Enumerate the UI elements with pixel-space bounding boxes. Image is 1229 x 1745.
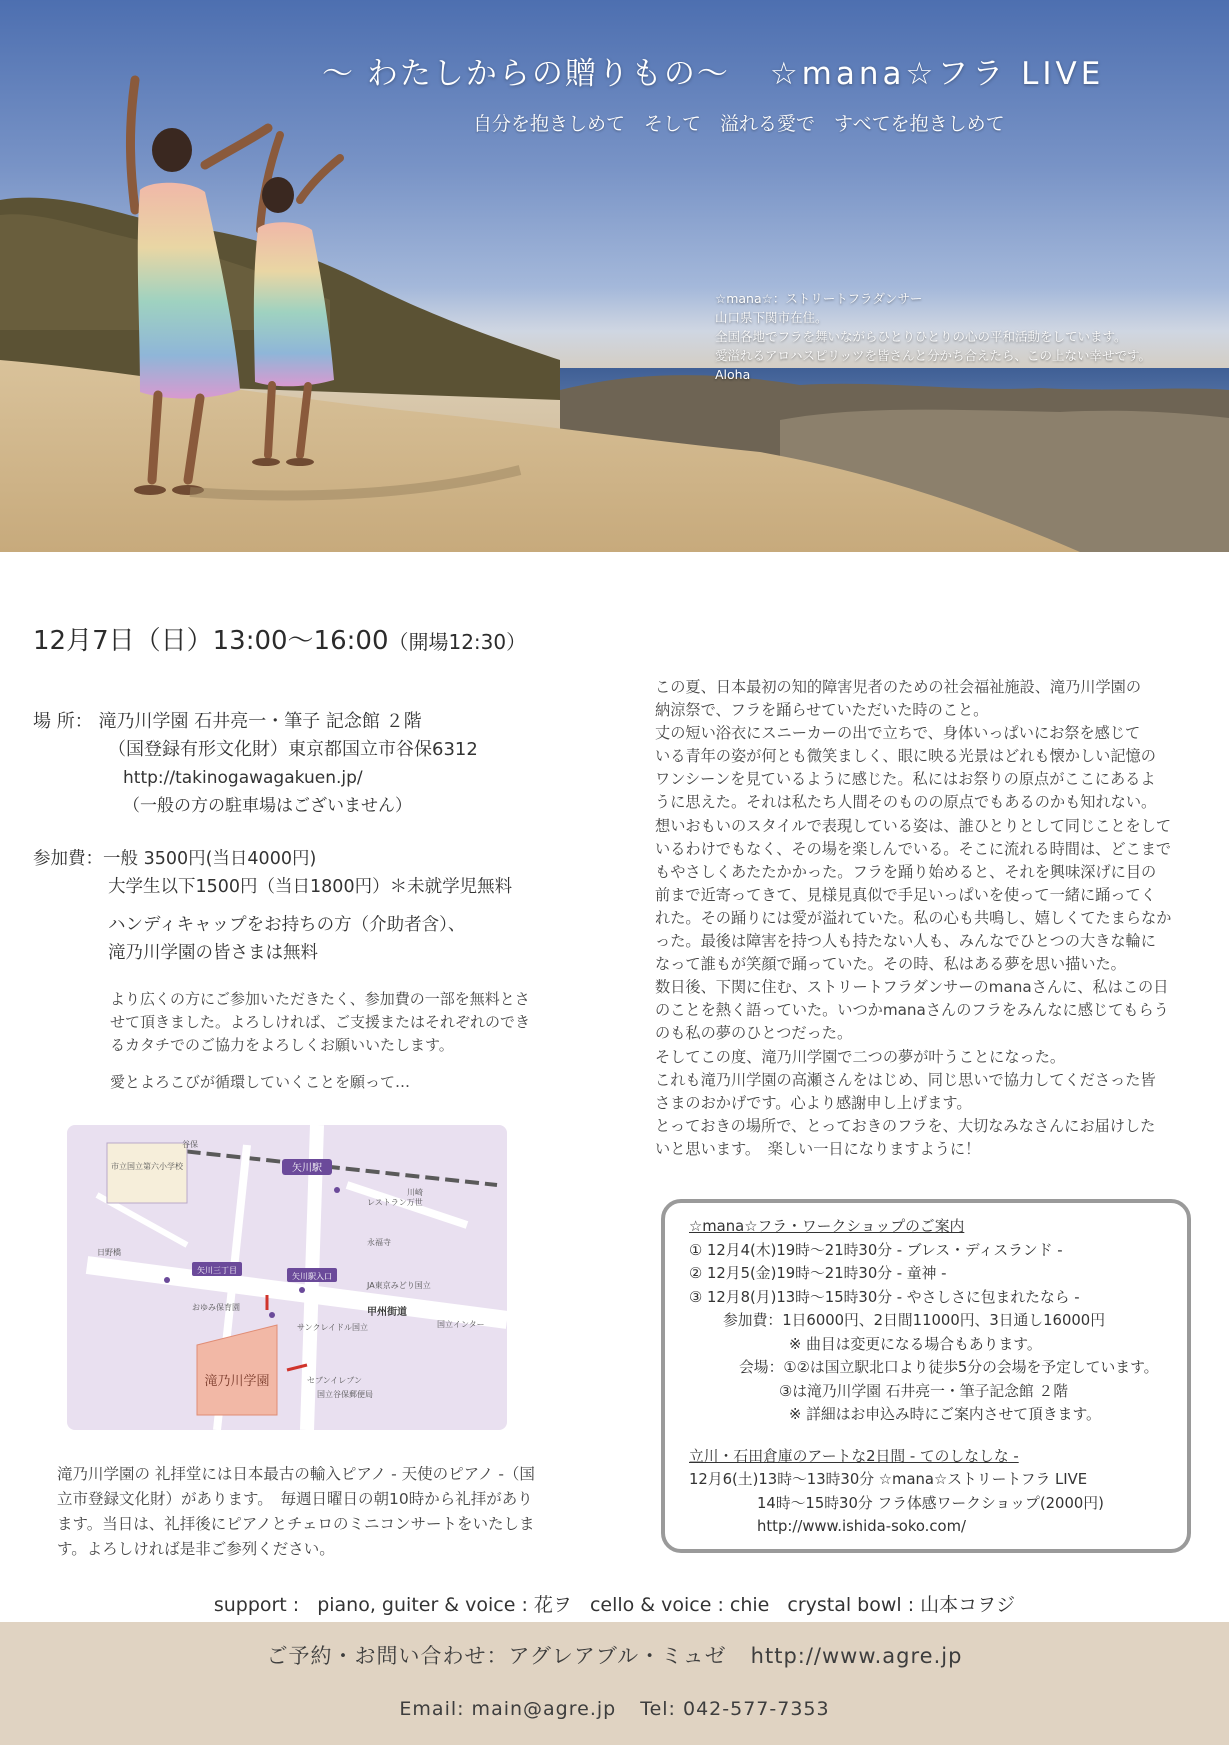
workshop-title: ☆mana☆フラ・ワークショップのご案内 [689,1218,965,1235]
map-label: 矢川三丁目 [197,1266,237,1275]
map-label: 市立国立第六小学校 [111,1162,183,1171]
workshop-session: ② 12月5(金)19時〜21時30分 - 童神 - [689,1265,947,1282]
story-line: 丈の短い浴衣にスニーカーの出で立ちで、身体いっぱいにお祭を感じて [655,724,1141,743]
story-line: 納涼祭で、フラを踊らせていただいた時のこと。 [655,701,989,720]
support-label: support : [213,1594,300,1616]
event2-line: 14時〜15時30分 フラ体感ワークショップ(2000円) [757,1494,1104,1512]
fee-handicap: ハンディキャップをお持ちの方（介助者含）、 [108,915,466,935]
contact-footer [0,1622,1229,1745]
hero-tagline: ～ わたしからの贈りもの～ [322,56,730,92]
dancer-profile [715,289,1151,384]
map-label: 甲州街道 [367,1307,407,1318]
map-label: 日野橋 [97,1248,121,1257]
map-label: JA東京みどり国立 [367,1281,431,1290]
story-line: のも私の夢のひとつだった。 [655,1024,853,1043]
story-line: ワンシーンを見ているように感じた。私にはお祭りの原点がここにあるよ [655,770,1156,789]
hero-brand: ☆mana☆フラ LIVE [769,56,1105,92]
hero-title [322,48,1104,93]
event2-title: 立川・石田倉庫のアートな2日間 - てのしなしな - [689,1447,1019,1465]
workshop-session: ① 12月4(木)19時〜21時30分 - ブレス・ディスランド - [689,1241,1063,1259]
profile-line: ☆mana☆：ストリートフラダンサー [715,291,923,306]
map-label: おゆみ保育園 [192,1303,240,1312]
map-label: 川崎 [407,1188,423,1197]
map-label: レストラン万世 [367,1198,423,1207]
profile-line: 全国各地でフラを舞いながらひとりひとりの心の平和活動をしています。 [715,329,1127,344]
profile-line: Aloha [715,367,751,382]
support-item: piano, guiter & voice : 花ヲ [317,1594,572,1616]
venue-address: （国登録有形文化財）東京都国立市谷保6312 [108,739,478,760]
contact-email[interactable]: Email: main@agre.jp [399,1698,617,1720]
map-label: 国立インター [437,1320,485,1329]
fee-free: 滝乃川学園の皆さまは無料 [108,943,318,963]
story-line: 想いおもいのスタイルで表現している姿は、誰ひとりとして同じことをして [655,816,1172,835]
fee-general: 一般 3500円(当日4000円) [103,849,317,869]
map-label: 谷保 [182,1140,198,1149]
workshop-fee-note: ※ 曲目は変更になる場合もあります。 [789,1335,1042,1353]
event-date [33,620,526,657]
venue-info [33,708,478,820]
story-line: これも滝乃川学園の高瀬さんをはじめ、同じ思いで協力してくださった皆 [655,1070,1156,1089]
story-line: いる青年の姿が何とも微笑ましく、眼に映る光景はどれも懐かしい記憶の [655,747,1156,766]
story-line: 数日後、下関に住む、ストリートフラダンサーのmanaさんに、私はこの日 [655,978,1169,997]
profile-line: 愛溢れるアロハスピリッツを皆さんと分かち合えたら、この上ない幸せです。 [715,348,1152,363]
note-text: より広くの方にご参加いただきたく、参加費の一部を無料とさせて頂きました。よろしければ、ご支援またはそれぞれのできるカタチでのご協力をよろしくお願いいたします。 [110,990,531,1054]
venue-url[interactable]: http://takinogawagakuen.jp/ [123,768,363,788]
story-line: さまのおかげです。心より感謝申し上げます。 [655,1093,972,1112]
fees-info [33,845,512,967]
story-line: のことを熱く語っていた。いつかmanaさんのフラをみんなに感じてもらう [655,1001,1169,1020]
workshop-session: ③ 12月8(月)13時〜15時30分 - やさしさに包まれたなら - [689,1288,1080,1306]
note-hope: 愛とよろこびが循環していくことを願って… [110,1073,411,1091]
workshop-fee: 参加費：1日6000円、2日間11000円、3日通し16000円 [723,1312,1105,1329]
story-line: った。最後は障害を持つ人も持たない人も、みんなでひとつの大きな輪に [655,932,1156,951]
support-credits [0,1590,1229,1617]
map-school: 滝乃川学園 [204,1374,270,1389]
story-text [655,676,1185,1161]
map-label: 永福寺 [367,1238,391,1247]
support-note [110,988,540,1094]
fees-label: 参加費： [33,849,103,869]
story-line: いるわけでもなく、その場を楽しんでいる。そこに流れる時間は、どこまで [655,839,1172,858]
support-item: cello & voice : chie [589,1594,770,1616]
workshop-venue3: ③は滝乃川学園 石井亮一・筆子記念館 ２階 [779,1382,1069,1400]
hero-subtitle: 自分を抱きしめて そして 溢れる愛で すべてを抱きしめて [473,113,1005,135]
contact-website[interactable]: http://www.agre.jp [750,1644,963,1668]
support-item: crystal bowl : 山本コヲジ [787,1594,1016,1616]
venue-name: 滝乃川学園 石井亮一・筆子 記念館 ２階 [98,711,422,732]
event2-line: 12月6(土)13時〜13時30分 ☆mana☆ストリートフラ LIVE [689,1471,1088,1488]
story-line: とっておきの場所で、とっておきのフラを、大切なみなさんにお届けした [655,1116,1156,1135]
story-line: れた。その踊りには愛が溢れていた。私の心も共鳴し、嬉しくてたまらなか [655,908,1172,927]
piano-note: 滝乃川学園の 礼拝堂には日本最古の輸入ピアノ - 天使のピアノ -（国立市登録文化財）があります。 毎週日曜日の朝10時から礼拝があります。当日は、礼拝後にピアノとチェロのミニコンサートをいたします。よろしければ是非ご参列ください。 [57,1465,535,1558]
workshop-venue: 会場：①②は国立駅北口より徒歩5分の会場を予定しています。 [739,1359,1159,1376]
venue-parking-note: （一般の方の駐車場はございません） [123,796,412,816]
story-line: もやさしくあたたかかった。フラを踊り始めると、それを興味深げに目の [655,862,1157,881]
contact-label: ご予約・お問い合わせ：アグレアブル・ミュゼ [266,1644,727,1668]
map-label: 矢川駅入口 [292,1272,332,1281]
story-line: なって誰もが笑顔で踊っていた。その時、私はある夢を思い描いた。 [655,955,1126,974]
map-station: 矢川駅 [292,1163,322,1174]
profile-line: 山口県下関市在住。 [715,310,828,325]
map-label: サンクレイドル国立 [297,1323,369,1332]
hero-photo [0,0,1229,552]
contact-tel[interactable]: Tel: 042-577-7353 [640,1698,830,1720]
access-map [67,1125,507,1430]
story-line: この夏、日本最初の知的障害児者のための社会福祉施設、滝乃川学園の [655,678,1141,696]
map-label: 国立谷保郵便局 [317,1390,373,1399]
story-line: いと思います。 楽しい一日になりますように！ [655,1139,981,1158]
workshop-detail: ※ 詳細はお申込み時にご案内させて頂きます。 [789,1406,1101,1423]
event2-url[interactable]: http://www.ishida-soko.com/ [757,1518,966,1535]
fee-students: 大学生以下1500円（当日1800円）＊未就学児無料 [108,877,513,897]
story-line: うに思えた。それは私たち人間そのものの原点でもあるのかも知れない。 [655,793,1157,812]
map-label: セブンイレブン [307,1376,362,1385]
story-line: 前まで近寄ってきて、見様見真似で手足いっぱいを使って一緒に踊ってく [655,885,1156,904]
event-open-time: （開場12:30） [388,630,527,654]
workshop-box [661,1199,1191,1553]
story-line: そしてこの度、滝乃川学園で二つの夢が叶うことになった。 [655,1047,1066,1066]
venue-label: 場 所： [33,711,93,732]
event-datetime: 12月7日（日）13:00〜16:00 [33,626,389,656]
